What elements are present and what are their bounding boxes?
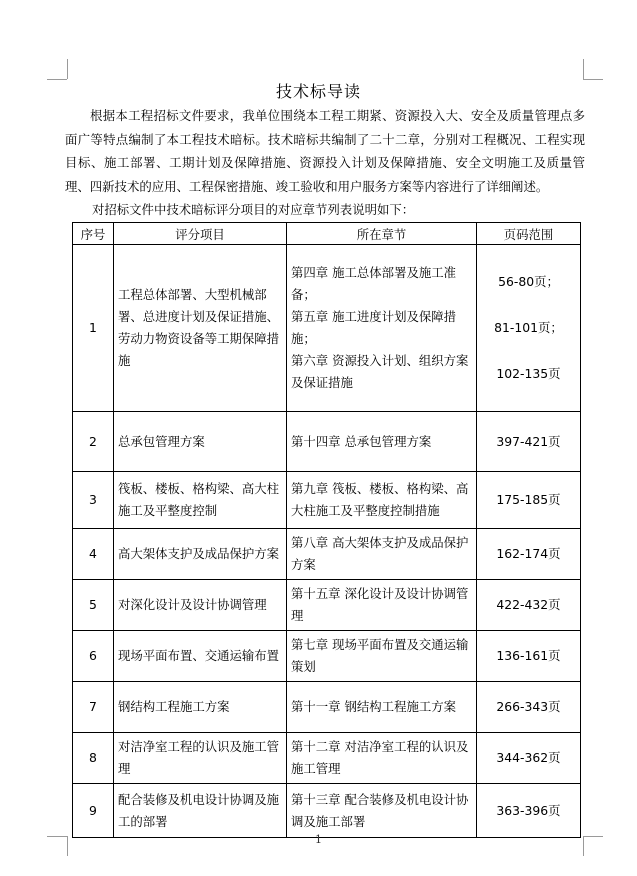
row-chapter: [287, 245, 477, 412]
header-chapter: 所在章节: [287, 223, 477, 245]
row-pages-line: 81-101页；: [494, 320, 563, 335]
scoring-table: [72, 222, 581, 838]
row-item: 配合装修及机电设计协调及施工的部署: [114, 784, 287, 838]
table-row: [73, 733, 581, 784]
page-number: 1: [315, 833, 322, 846]
table-row: [73, 472, 581, 529]
row-chapter-line: 第六章 资源投入计划、组织方案及保证措施: [291, 353, 469, 390]
row-chapter: 第七章 现场平面布置及交通运输策划: [287, 631, 477, 682]
document-title: 技术标导读: [275, 82, 361, 101]
row-pages: 363-396页: [477, 784, 581, 838]
row-chapter: 第十三章 配合装修及机电设计协调及施工部署: [287, 784, 477, 838]
row-item: 高大架体支护及成品保护方案: [114, 529, 287, 580]
row-number: 9: [73, 784, 114, 838]
row-pages: 136-161页: [477, 631, 581, 682]
table-row: [73, 784, 581, 838]
row-pages: 175-185页: [477, 472, 581, 529]
row-chapter: 第九章 筏板、楼板、格构梁、高大柱施工及平整度控制措施: [287, 472, 477, 529]
row-item: 钢结构工程施工方案: [114, 682, 287, 733]
row-pages-line: 56-80页；: [498, 274, 559, 289]
table-row: [73, 631, 581, 682]
crop-mark-top-right-v: [583, 59, 584, 79]
row-chapter: 第十四章 总承包管理方案: [287, 412, 477, 472]
row-chapter: 第十二章 对洁净室工程的认识及施工管理: [287, 733, 477, 784]
row-chapter-line: 第五章 施工进度计划及保障措施；: [291, 309, 457, 346]
row-number: 5: [73, 580, 114, 631]
table-row: [73, 412, 581, 472]
row-pages: 422-432页: [477, 580, 581, 631]
header-no: 序号: [73, 223, 114, 245]
row-chapter: 第八章 高大架体支护及成品保护方案: [287, 529, 477, 580]
row-number: 4: [73, 529, 114, 580]
row-number: 3: [73, 472, 114, 529]
row-number: 1: [73, 245, 114, 412]
row-item: 筏板、楼板、格构梁、高大柱施工及平整度控制: [114, 472, 287, 529]
header-item: 评分项目: [114, 223, 287, 245]
row-item: 现场平面布置、交通运输布置: [114, 631, 287, 682]
row-pages-line: 102-135页: [496, 366, 561, 381]
row-pages: 266-343页: [477, 682, 581, 733]
table-row: [73, 245, 581, 412]
row-item: 对深化设计及设计协调管理: [114, 580, 287, 631]
intro-paragraph: 根据本工程招标文件要求，我单位围绕本工程工期紧、资源投入大、安全及质量管理点多面广等特点编制了本工程技术暗标。技术暗标共编制了二十二章，分别对工程概况、工程实现目标、施工部署、工期计划及保障措施、资源投入计划及保障措施、安全文明施工及质量管理、四新技术的应用、工程保密措施、竣工验收和用户服务方案等内容进行了详细阐述。: [65, 108, 585, 194]
row-chapter: 第十五章 深化设计及设计协调管理: [287, 580, 477, 631]
row-number: 2: [73, 412, 114, 472]
row-number: 6: [73, 631, 114, 682]
row-item: 工程总体部署、大型机械部署、总进度计划及保证措施、劳动力物资设备等工期保障措施: [114, 245, 287, 412]
table-row: [73, 682, 581, 733]
row-item: 总承包管理方案: [114, 412, 287, 472]
table-header-row: [73, 223, 581, 245]
row-pages: 162-174页: [477, 529, 581, 580]
row-pages: 344-362页: [477, 733, 581, 784]
header-pages: 页码范围: [477, 223, 581, 245]
row-chapter: 第十一章 钢结构工程施工方案: [287, 682, 477, 733]
table-row: [73, 529, 581, 580]
table-row: [73, 580, 581, 631]
row-number: 8: [73, 733, 114, 784]
row-chapter-line: 第四章 施工总体部署及施工准备；: [291, 265, 457, 302]
row-pages: 397-421页: [477, 412, 581, 472]
row-pages: [477, 245, 581, 412]
table-lead-text: 对招标文件中技术暗标评分项目的对应章节列表说明如下：: [92, 202, 415, 217]
row-number: 7: [73, 682, 114, 733]
row-item: 对洁净室工程的认识及施工管理: [114, 733, 287, 784]
crop-mark-top-left-v: [67, 59, 68, 79]
